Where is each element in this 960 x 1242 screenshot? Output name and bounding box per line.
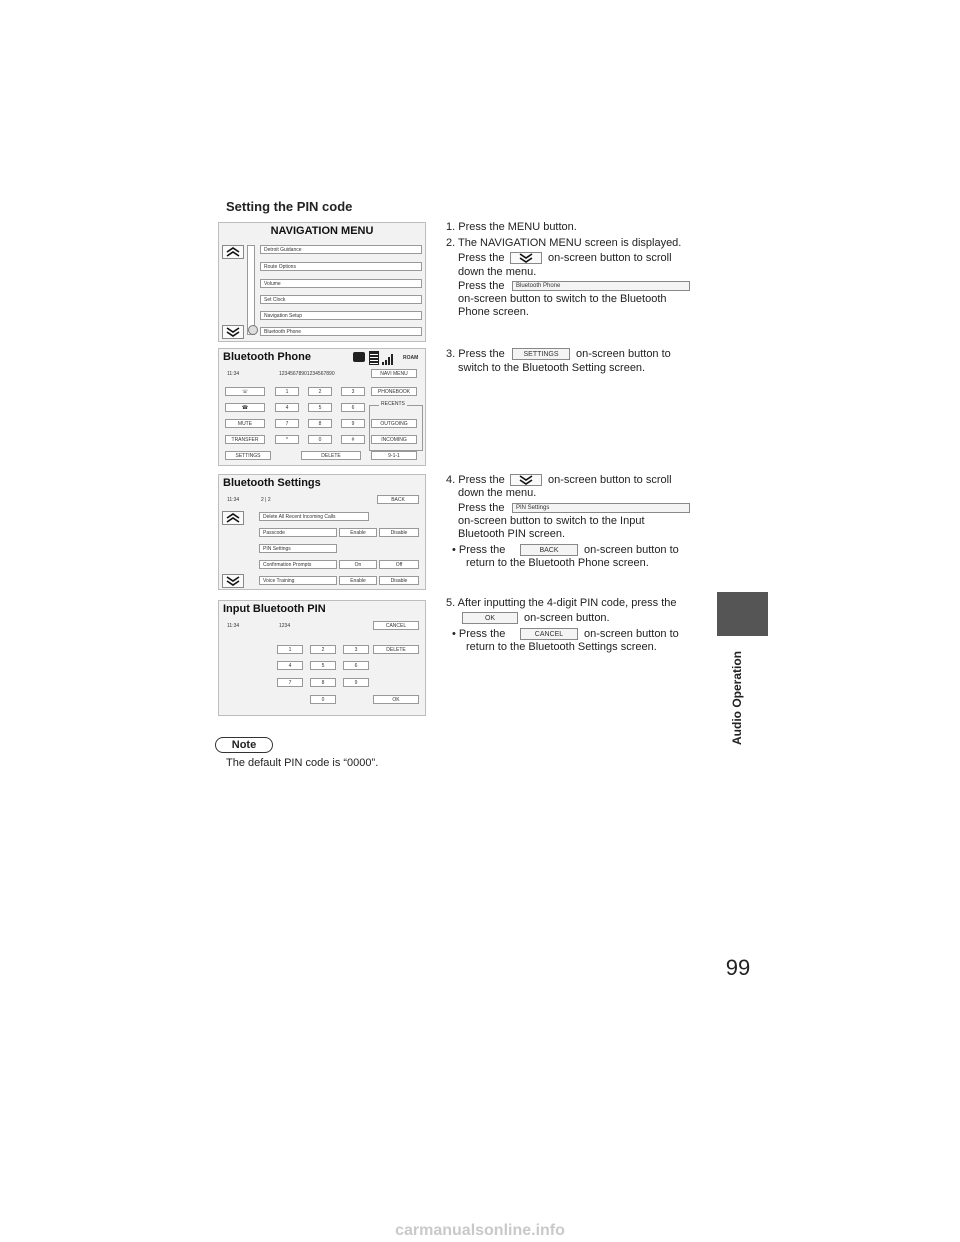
- bluetooth-phone-title: Bluetooth Phone: [223, 351, 311, 363]
- phone-status-icon: [353, 352, 365, 362]
- settings-button[interactable]: SETTINGS: [225, 451, 271, 460]
- step-2-line-6: Phone screen.: [458, 306, 529, 318]
- step-5-bullet-post: on-screen button to: [584, 628, 679, 640]
- menu-item-volume[interactable]: Volume: [260, 279, 422, 288]
- keypad-key[interactable]: 5: [308, 403, 332, 412]
- prompts-off-button[interactable]: Off: [379, 560, 419, 569]
- passcode-enable-button[interactable]: Enable: [339, 528, 377, 537]
- step-2-line-2-post: on-screen button to scroll: [548, 252, 672, 264]
- scroll-position-dot: [248, 325, 258, 335]
- scroll-up-button[interactable]: [222, 245, 244, 259]
- delete-button[interactable]: DELETE: [301, 451, 361, 460]
- step-4-line-1-post: on-screen button to scroll: [548, 474, 672, 486]
- section-title: Setting the PIN code: [226, 199, 353, 214]
- pin-key[interactable]: 8: [310, 678, 336, 687]
- input-pin-screen: [218, 600, 426, 716]
- emergency-button[interactable]: 9-1-1: [371, 451, 417, 460]
- back-button[interactable]: BACK: [377, 495, 419, 504]
- pin-key[interactable]: 3: [343, 645, 369, 654]
- transfer-button[interactable]: TRANSFER: [225, 435, 265, 444]
- keypad-key[interactable]: 4: [275, 403, 299, 412]
- step-2-line-3: down the menu.: [458, 266, 537, 278]
- pin-key[interactable]: 1: [277, 645, 303, 654]
- scroll-down-button[interactable]: [222, 574, 244, 588]
- clock-readout: 11:34: [227, 623, 240, 629]
- step-2-line-2-pre: Press the: [458, 252, 505, 264]
- double-chevron-up-icon: [223, 246, 243, 258]
- step-2-line-1: 2. The NAVIGATION MENU screen is displayed.: [446, 237, 682, 249]
- delete-button[interactable]: DELETE: [373, 645, 419, 654]
- note-text: The default PIN code is “0000”.: [226, 757, 379, 769]
- scroll-down-button-reference: [510, 474, 542, 486]
- phone-hangup-icon: ☎: [241, 405, 249, 411]
- menu-item-set-clock[interactable]: Set Clock: [260, 295, 422, 304]
- pin-key[interactable]: 4: [277, 661, 303, 670]
- bluetooth-phone-screen: [218, 348, 426, 466]
- menu-item-bluetooth-phone[interactable]: Bluetooth Phone: [260, 327, 422, 336]
- double-chevron-down-icon: [511, 253, 541, 263]
- step-3-line-1-post: on-screen button to: [576, 348, 671, 360]
- menu-item-navigation-setup[interactable]: Navigation Setup: [260, 311, 422, 320]
- bluetooth-settings-title: Bluetooth Settings: [223, 477, 321, 489]
- pin-key[interactable]: 7: [277, 678, 303, 687]
- step-3-line-2: switch to the Bluetooth Setting screen.: [458, 362, 646, 374]
- pin-key[interactable]: 0: [310, 695, 336, 704]
- keypad-key[interactable]: #: [341, 435, 365, 444]
- navigation-menu-title: NAVIGATION MENU: [270, 225, 374, 237]
- ok-button[interactable]: OK: [373, 695, 419, 704]
- bluetooth-phone-button-reference: Bluetooth Phone: [512, 281, 690, 291]
- voice-disable-button[interactable]: Disable: [379, 576, 419, 585]
- pin-entry-display: 1234: [279, 623, 291, 629]
- clock-readout: 11:34: [227, 497, 240, 503]
- confirmation-prompts-label: Confirmation Prompts: [259, 560, 337, 569]
- phonebook-button[interactable]: PHONEBOOK: [371, 387, 417, 396]
- prompts-on-button[interactable]: On: [339, 560, 377, 569]
- keypad-key[interactable]: *: [275, 435, 299, 444]
- roam-status: ROAM: [403, 355, 419, 361]
- keypad-key[interactable]: 3: [341, 387, 365, 396]
- settings-button-reference: SETTINGS: [512, 348, 570, 360]
- double-chevron-up-icon: [223, 512, 243, 524]
- call-button[interactable]: [225, 387, 265, 396]
- step-2-line-5: on-screen button to switch to the Bluetooth: [458, 293, 667, 305]
- step-4-line-4: on-screen button to switch to the Input: [458, 515, 645, 527]
- navi-menu-button[interactable]: NAVI MENU: [371, 369, 417, 378]
- battery-icon: [369, 351, 379, 365]
- keypad-key[interactable]: 0: [308, 435, 332, 444]
- step-2-line-4-pre: Press the: [458, 280, 505, 292]
- bluetooth-settings-screen: [218, 474, 426, 590]
- step-1: 1. Press the MENU button.: [446, 221, 577, 233]
- double-chevron-down-icon: [511, 475, 541, 485]
- step-4-line-3-pre: Press the: [458, 502, 505, 514]
- navigation-menu-screen: [218, 222, 426, 342]
- scrollbar-track[interactable]: [247, 245, 255, 335]
- input-pin-title: Input Bluetooth PIN: [223, 603, 326, 615]
- step-5-line-2-post: on-screen button.: [524, 612, 610, 624]
- mute-button[interactable]: MUTE: [225, 419, 265, 428]
- step-5-bullet-pre: • Press the: [452, 628, 506, 640]
- back-button-reference: BACK: [520, 544, 578, 556]
- step-4-bullet-line-2: return to the Bluetooth Phone screen.: [466, 557, 649, 569]
- signal-strength-icon: [382, 352, 394, 363]
- outgoing-button[interactable]: OUTGOING: [371, 419, 417, 428]
- step-3-line-1-pre: 3. Press the: [446, 348, 505, 360]
- keypad-key[interactable]: 7: [275, 419, 299, 428]
- pin-settings-button[interactable]: PIN Settings: [259, 544, 337, 553]
- keypad-key[interactable]: 8: [308, 419, 332, 428]
- watermark-footer: carmanualsonline.info: [395, 1222, 565, 1239]
- voice-enable-button[interactable]: Enable: [339, 576, 377, 585]
- double-chevron-down-icon: [223, 575, 243, 587]
- voice-training-label: Voice Training: [259, 576, 337, 585]
- step-5-bullet-line-2: return to the Bluetooth Settings screen.: [466, 641, 657, 653]
- cancel-button[interactable]: CANCEL: [373, 621, 419, 630]
- note-badge: Note: [215, 737, 273, 753]
- end-call-button[interactable]: [225, 403, 265, 412]
- phone-handset-icon: ☏: [241, 389, 249, 395]
- passcode-disable-button[interactable]: Disable: [379, 528, 419, 537]
- pin-key[interactable]: 2: [310, 645, 336, 654]
- recents-group: [369, 405, 423, 451]
- step-4-bullet-post: on-screen button to: [584, 544, 679, 556]
- step-4-line-2: down the menu.: [458, 487, 537, 499]
- pin-settings-button-reference: PIN Settings: [512, 503, 690, 513]
- keypad-key[interactable]: 1: [275, 387, 299, 396]
- step-4-line-1-pre: 4. Press the: [446, 474, 505, 486]
- ok-button-reference: OK: [462, 612, 518, 624]
- scroll-down-button[interactable]: [222, 325, 244, 339]
- keypad-key[interactable]: 6: [341, 403, 365, 412]
- scroll-up-button[interactable]: [222, 511, 244, 525]
- section-tab-marker: [717, 592, 768, 636]
- page-number: 99: [725, 955, 751, 980]
- keypad-key[interactable]: 2: [308, 387, 332, 396]
- pin-key[interactable]: 9: [343, 678, 369, 687]
- dialed-number: 12345678901234567890: [279, 371, 335, 377]
- double-chevron-down-icon: [223, 326, 243, 338]
- step-4-line-5: Bluetooth PIN screen.: [458, 528, 566, 540]
- clock-readout: 11:34: [227, 371, 240, 377]
- menu-item-detroit-guidance[interactable]: Detroit Guidance: [260, 245, 422, 254]
- cancel-button-reference: CANCEL: [520, 628, 578, 640]
- pin-key[interactable]: 5: [310, 661, 336, 670]
- page-indicator: 2 | 2: [261, 497, 271, 503]
- delete-incoming-calls-button[interactable]: Delete All Recent Incoming Calls: [259, 512, 369, 521]
- step-5-line-1: 5. After inputting the 4-digit PIN code, press the: [446, 597, 677, 609]
- recents-label: RECENTS: [381, 401, 405, 407]
- scroll-down-button-reference: [510, 252, 542, 264]
- menu-item-route-options[interactable]: Route Options: [260, 262, 422, 271]
- passcode-label: Passcode: [259, 528, 337, 537]
- keypad-key[interactable]: 9: [341, 419, 365, 428]
- pin-key[interactable]: 6: [343, 661, 369, 670]
- incoming-button[interactable]: INCOMING: [371, 435, 417, 444]
- step-4-bullet-pre: • Press the: [452, 544, 506, 556]
- section-side-label: Audio Operation: [730, 651, 744, 745]
